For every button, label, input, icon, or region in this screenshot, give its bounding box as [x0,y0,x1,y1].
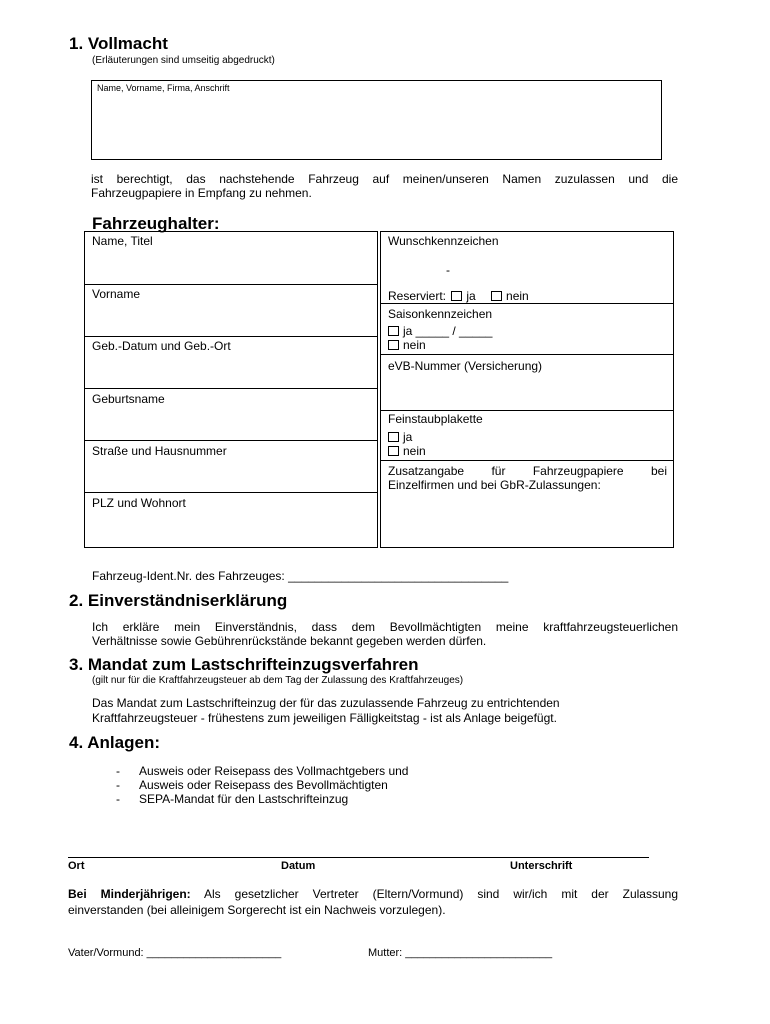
signature-label-unterschrift: Unterschrift [510,860,573,872]
field-label-geburtsdatum: Geb.-Datum und Geb.-Ort [92,339,231,353]
mandat-line1: Das Mandat zum Lastschrifteinzug der für das zuzulassende Fahrzeug zu entrichtenden [92,696,560,710]
row-divider [381,410,673,411]
section-title-fahrzeughalter: Fahrzeughalter: [92,214,220,233]
row-divider [85,336,377,337]
feinstaub-nein-label: nein [403,444,426,458]
halter-left-table [84,231,378,548]
field-label-name-titel: Name, Titel [92,234,153,248]
saison-ja-label: ja _____ / _____ [403,324,493,338]
fahrzeug-ident-nr-line: Fahrzeug-Ident.Nr. des Fahrzeuges: _________________________________ [92,569,509,583]
saison-nein-row [388,338,426,352]
halter-right-table [380,231,674,548]
saison-nein-checkbox[interactable] [388,340,399,350]
section-title-anlagen: 4. Anlagen: [69,733,160,752]
field-label-evb-nummer: eVB-Nummer (Versicherung) [388,359,543,373]
field-label-geburtsname: Geburtsname [92,392,165,406]
row-divider [381,354,673,355]
minderjaehrige-line2: einverstanden (bei alleinigem Sorgerecht ist ein Nachweis vorzulegen). [68,903,446,917]
field-label-wunschkennzeichen: Wunschkennzeichen [388,234,499,248]
wunsch-dash: - [446,263,450,277]
field-label-strasse: Straße und Hausnummer [92,444,227,458]
vater-vormund-line: Vater/Vormund: ______________________ [68,947,282,959]
feinstaub-ja-label: ja [403,430,413,444]
name-address-field[interactable] [91,80,662,160]
section-subtitle-vollmacht: (Erläuterungen sind umseitig abgedruckt) [92,55,275,66]
zusatz-line2: Einzelfirmen und bei GbR-Zulassungen: [388,478,601,492]
minderjaehrige-text: Als gesetzlicher Vertreter (Eltern/Vormund) sind wir/ich mit der Zulassung [190,887,678,901]
mutter-line: Mutter: ________________________ [368,947,553,959]
reserviert-ja-label: ja [466,289,476,303]
section-title-mandat: 3. Mandat zum Lastschrifteinzugsverfahren [69,655,419,674]
signature-label-ort: Ort [68,860,85,872]
feinstaub-ja-checkbox[interactable] [388,432,399,442]
list-item: - Ausweis oder Reisepass des Vollmachtgebers und [116,764,408,778]
anlagen-list [116,764,408,806]
field-label-saisonkennzeichen: Saisonkennzeichen [388,307,493,321]
list-item: - Ausweis oder Reisepass des Bevollmächtigten [116,778,408,792]
field-label-plz-wohnort: PLZ und Wohnort [92,496,186,510]
vollmacht-text-line2: Fahrzeugpapiere in Empfang zu nehmen. [91,186,312,200]
reserviert-ja-checkbox[interactable] [451,291,462,301]
row-divider [85,388,377,389]
mandat-line2: Kraftfahrzeugsteuer - frühestens zum jeweiligen Fälligkeitstag - ist als Anlage beigefügt. [92,711,557,725]
einverstaendnis-line2: Verhältnisse sowie Gebührenrückstände bekannt gegeben werden dürfen. [92,634,487,648]
minderjaehrige-label: Bei Minderjährigen: [68,887,191,901]
reserviert-label: Reserviert: [388,289,447,303]
signature-line[interactable] [68,857,649,858]
zusatz-line1: Zusatzangabe für Fahrzeugpapiere bei [388,464,667,478]
section-title-einverstaendnis: 2. Einverständniserklärung [69,591,288,610]
reserviert-row [388,289,529,303]
section-subtitle-mandat: (gilt nur für die Kraftfahrzeugsteuer ab dem Tag der Zulassung des Kraftfahrzeuges) [92,675,464,686]
feinstaub-nein-row [388,444,426,458]
field-label-feinstaubplakette: Feinstaubplakette [388,412,483,426]
list-item: - SEPA-Mandat für den Lastschrifteinzug [116,792,408,806]
row-divider [85,492,377,493]
row-divider [85,440,377,441]
row-divider [381,460,673,461]
section-title-vollmacht: 1. Vollmacht [69,34,168,53]
saison-ja-row [388,324,492,338]
feinstaub-nein-checkbox[interactable] [388,446,399,456]
saison-nein-label: nein [403,338,426,352]
feinstaub-ja-row [388,430,412,444]
saison-ja-checkbox[interactable] [388,326,399,336]
reserviert-nein-checkbox[interactable] [491,291,502,301]
einverstaendnis-line1: Ich erkläre mein Einverständnis, dass dem Bevollmächtigten meine kraftfahrzeugsteuerlichen [92,620,678,634]
field-label-vorname: Vorname [92,287,141,301]
name-address-label: Name, Vorname, Firma, Anschrift [97,83,230,93]
reserviert-nein-label: nein [506,289,529,303]
signature-label-datum: Datum [281,860,316,872]
vollmacht-text-line1: ist berechtigt, das nachstehende Fahrzeug auf meinen/unseren Namen zuzulassen und die [91,172,678,186]
row-divider [381,303,673,304]
minderjaehrige-line1 [68,887,678,901]
row-divider [85,284,377,285]
